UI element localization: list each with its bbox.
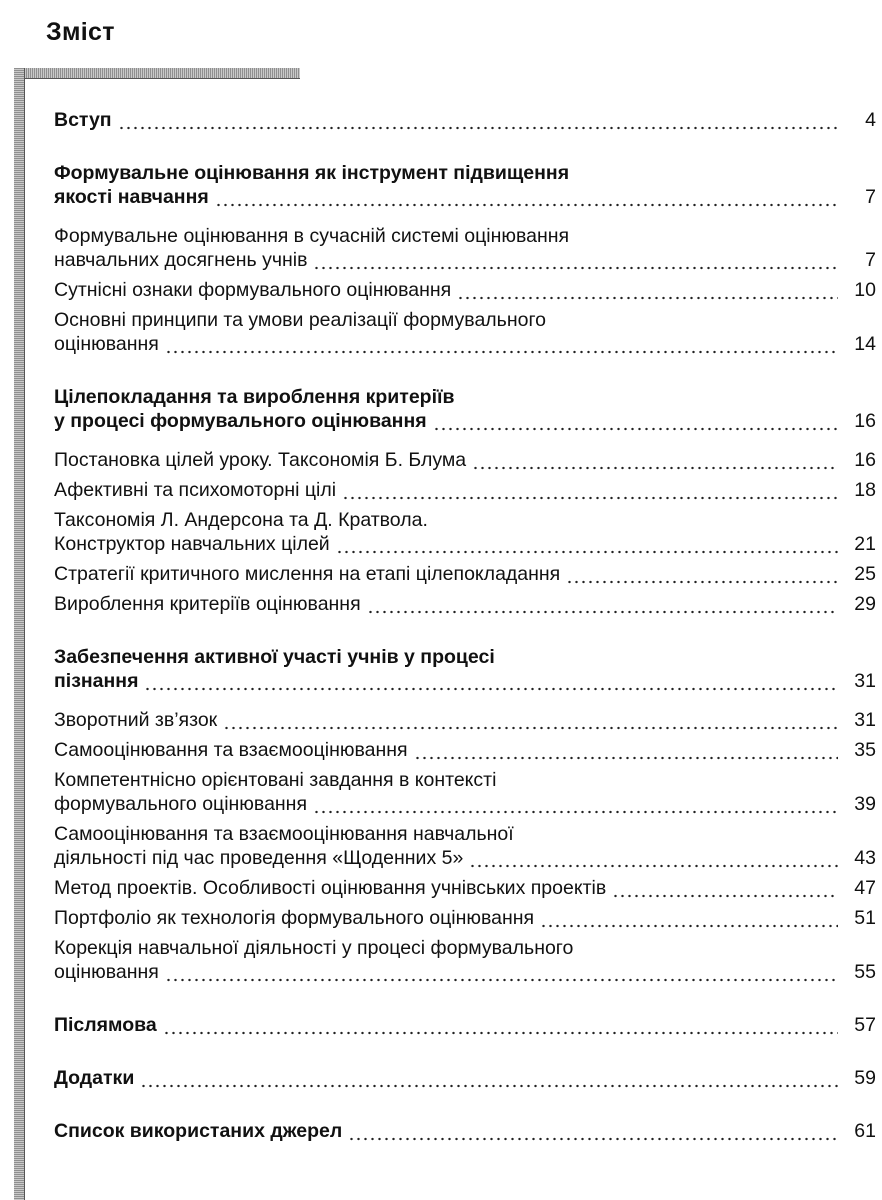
toc-entry-title: Таксономія Л. Андерсона та Д. Кратвола. [54, 509, 428, 531]
toc-entry [54, 738, 876, 762]
toc-entry-title: діяльності під час проведення «Щоденних 5» [54, 847, 464, 869]
toc-entry-title: Основні принципи та умови реалізації формувального [54, 309, 546, 331]
toc-entry-title: у процесі формувального оцінювання [54, 410, 427, 432]
dot-leader [140, 1066, 838, 1090]
page-number: 51 [854, 907, 876, 929]
decorative-frame-top [14, 68, 300, 79]
toc-entry-title: оцінювання [54, 961, 159, 983]
toc-entry-title: Самооцінювання та взаємооцінювання [54, 739, 408, 761]
page-number: 10 [854, 279, 876, 301]
dot-leader [144, 669, 838, 693]
toc-entry-title: Зворотний зв’язок [54, 709, 218, 731]
toc-entry-title: Формувальне оцінювання в сучасній системі оцінювання [54, 225, 570, 247]
page-number: 31 [854, 709, 876, 731]
toc-entry-title: Компетентнісно орієнтовані завдання в контексті [54, 769, 497, 791]
dot-leader [472, 448, 838, 472]
toc-entry-title: Сутнісні ознаки формувального оцінювання [54, 279, 452, 301]
toc-entry-title: Постановка цілей уроку. Таксономія Б. Блума [54, 449, 467, 471]
toc-entry [54, 708, 876, 732]
toc-section [54, 645, 876, 693]
page-number: 29 [854, 593, 876, 615]
dot-leader [165, 960, 838, 984]
decorative-frame-left [14, 68, 25, 1200]
toc-entry [54, 936, 876, 984]
toc-entry-title: Забезпечення активної участі учнів у процесі [54, 646, 495, 668]
toc-entry-title: Додатки [54, 1067, 135, 1089]
dot-leader [313, 248, 838, 272]
dot-leader [118, 108, 838, 132]
page-number: 21 [854, 533, 876, 555]
dot-leader [367, 592, 838, 616]
page-number: 55 [854, 961, 876, 983]
dot-leader [223, 708, 838, 732]
dot-leader [336, 532, 838, 556]
toc-entry-title: Портфоліо як технологія формувального оцінювання [54, 907, 535, 929]
toc-entry [54, 876, 876, 900]
toc-entry-title: Метод проектів. Особливості оцінювання учнівських проектів [54, 877, 607, 899]
toc-entry-title: пізнання [54, 670, 139, 692]
toc-section [54, 385, 876, 433]
toc-entry-title: Конструктор навчальних цілей [54, 533, 330, 555]
toc-entry-title: Самооцінювання та взаємооцінювання навчальної [54, 823, 514, 845]
toc-section [54, 1013, 876, 1037]
page-title: Зміст [46, 18, 115, 46]
page-number: 16 [854, 410, 876, 432]
toc-entry [54, 508, 876, 556]
toc-entry-title: навчальних досягнень учнів [54, 249, 308, 271]
dot-leader [612, 876, 838, 900]
dot-leader [163, 1013, 838, 1037]
dot-leader [215, 185, 838, 209]
toc-section [54, 108, 876, 132]
toc-entry [54, 768, 876, 816]
toc-entry [54, 562, 876, 586]
page-number: 7 [865, 249, 876, 271]
page-number: 18 [854, 479, 876, 501]
page-number: 47 [854, 877, 876, 899]
page-number: 59 [854, 1067, 876, 1089]
table-of-contents [54, 108, 876, 1143]
toc-entry [54, 906, 876, 930]
page-number: 57 [854, 1014, 876, 1036]
toc-entry [54, 308, 876, 356]
dot-leader [313, 792, 838, 816]
toc-entry-title: якості навчання [54, 186, 209, 208]
toc-entry-title: Цілепокладання та вироблення критеріїв [54, 386, 455, 408]
toc-entry [54, 278, 876, 302]
page-number: 35 [854, 739, 876, 761]
toc-entry-title: формувального оцінювання [54, 793, 308, 815]
page-number: 4 [865, 109, 876, 131]
toc-section [54, 1119, 876, 1143]
dot-leader [566, 562, 838, 586]
toc-entry-title: Стратегії критичного мислення на етапі цілепокладання [54, 563, 561, 585]
page-number: 43 [854, 847, 876, 869]
page-number: 25 [854, 563, 876, 585]
toc-entry-title: Вироблення критеріїв оцінювання [54, 593, 361, 615]
toc-entry-title: оцінювання [54, 333, 159, 355]
toc-entry-title: Вступ [54, 109, 112, 131]
dot-leader [457, 278, 838, 302]
toc-entry [54, 592, 876, 616]
page-number: 31 [854, 670, 876, 692]
page-number: 7 [865, 186, 876, 208]
dot-leader [433, 409, 838, 433]
page-number: 16 [854, 449, 876, 471]
toc-entry-title: Корекція навчальної діяльності у процесі формувального [54, 937, 574, 959]
page-number: 61 [854, 1120, 876, 1142]
dot-leader [348, 1119, 838, 1143]
page-number: 14 [854, 333, 876, 355]
dot-leader [469, 846, 838, 870]
toc-entry [54, 224, 876, 272]
toc-entry [54, 478, 876, 502]
toc-section [54, 1066, 876, 1090]
toc-entry-title: Післямова [54, 1014, 157, 1036]
dot-leader [165, 332, 838, 356]
dot-leader [342, 478, 838, 502]
toc-entry-title: Список використаних джерел [54, 1120, 343, 1142]
dot-leader [414, 738, 838, 762]
toc-entry-title: Афективні та психомоторні цілі [54, 479, 337, 501]
toc-section [54, 161, 876, 209]
toc-entry [54, 822, 876, 870]
dot-leader [540, 906, 838, 930]
toc-entry-title: Формувальне оцінювання як інструмент підвищення [54, 162, 570, 184]
page-number: 39 [854, 793, 876, 815]
toc-entry [54, 448, 876, 472]
